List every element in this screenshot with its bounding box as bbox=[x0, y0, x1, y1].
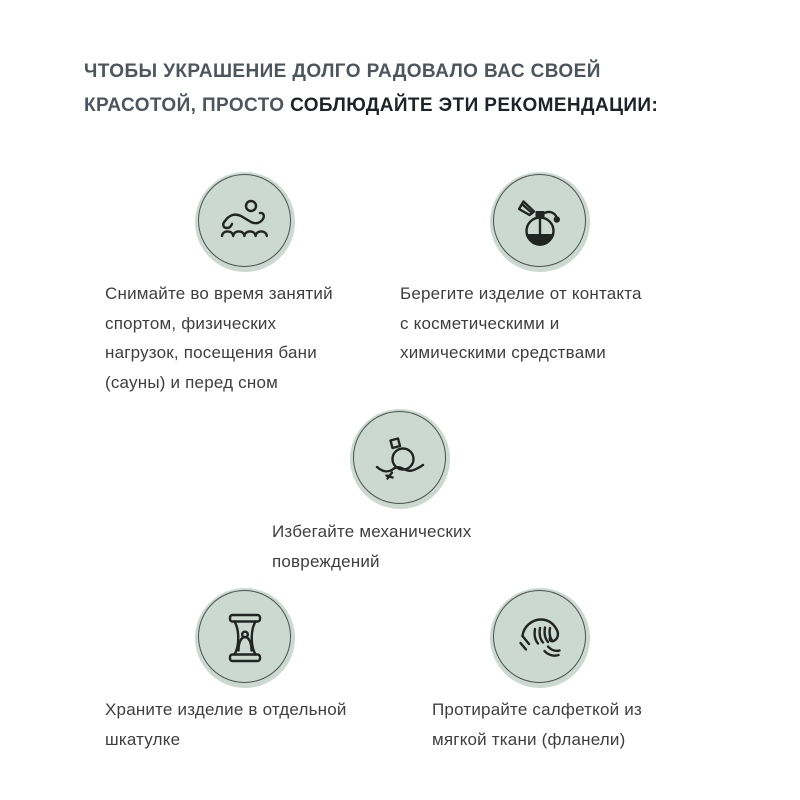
text-line: повреждений bbox=[272, 551, 380, 571]
text-line: (сауны) и перед сном bbox=[105, 372, 279, 392]
care-item-text-perfume bbox=[400, 279, 642, 368]
text-line: с косметическими и bbox=[400, 313, 560, 333]
text-line: мягкой ткани (фланели) bbox=[432, 729, 626, 749]
care-item-circle-storage bbox=[195, 588, 295, 688]
page-title bbox=[84, 55, 764, 123]
text-line: нагрузок, посещения бани bbox=[105, 343, 317, 362]
title-line-1: ЧТОБЫ УКРАШЕНИЕ ДОЛГО РАДОВАЛО ВАС СВОЕЙ bbox=[84, 61, 601, 82]
care-item-text-wipe bbox=[432, 695, 642, 754]
care-item-circle-wipe bbox=[490, 588, 590, 688]
text-line: спортом, физических bbox=[105, 313, 277, 333]
title-line-2: КРАСОТОЙ, ПРОСТО СОБЛЮДАЙТЕ ЭТИ РЕКОМЕНДАЦИИ: bbox=[84, 95, 659, 116]
care-item-circle-swim bbox=[195, 172, 295, 272]
text-line: Храните изделие в отдельной bbox=[105, 700, 347, 719]
care-item-circle-perfume bbox=[490, 172, 590, 272]
care-item-text-swim bbox=[105, 279, 333, 397]
swimmer-icon bbox=[215, 192, 275, 252]
jewelry-box-icon bbox=[215, 608, 275, 668]
text-line: химическими средствами bbox=[400, 343, 606, 362]
perfume-bottle-icon bbox=[510, 192, 570, 252]
text-line: шкатулке bbox=[105, 729, 181, 749]
polishing-cloth-icon bbox=[510, 608, 570, 668]
text-line: Берегите изделие от контакта bbox=[400, 284, 642, 303]
falling-ring-icon bbox=[370, 429, 430, 489]
text-line: Снимайте во время занятий bbox=[105, 284, 333, 303]
title-bold-part: СОБЛЮДАЙТЕ ЭТИ РЕКОМЕНДАЦИИ: bbox=[290, 95, 659, 116]
care-item-circle-damage bbox=[350, 409, 450, 509]
care-item-text-damage bbox=[272, 517, 471, 576]
text-line: Протирайте салфеткой из bbox=[432, 700, 642, 719]
care-item-text-storage bbox=[105, 695, 347, 754]
text-line: Избегайте механических bbox=[272, 522, 472, 541]
